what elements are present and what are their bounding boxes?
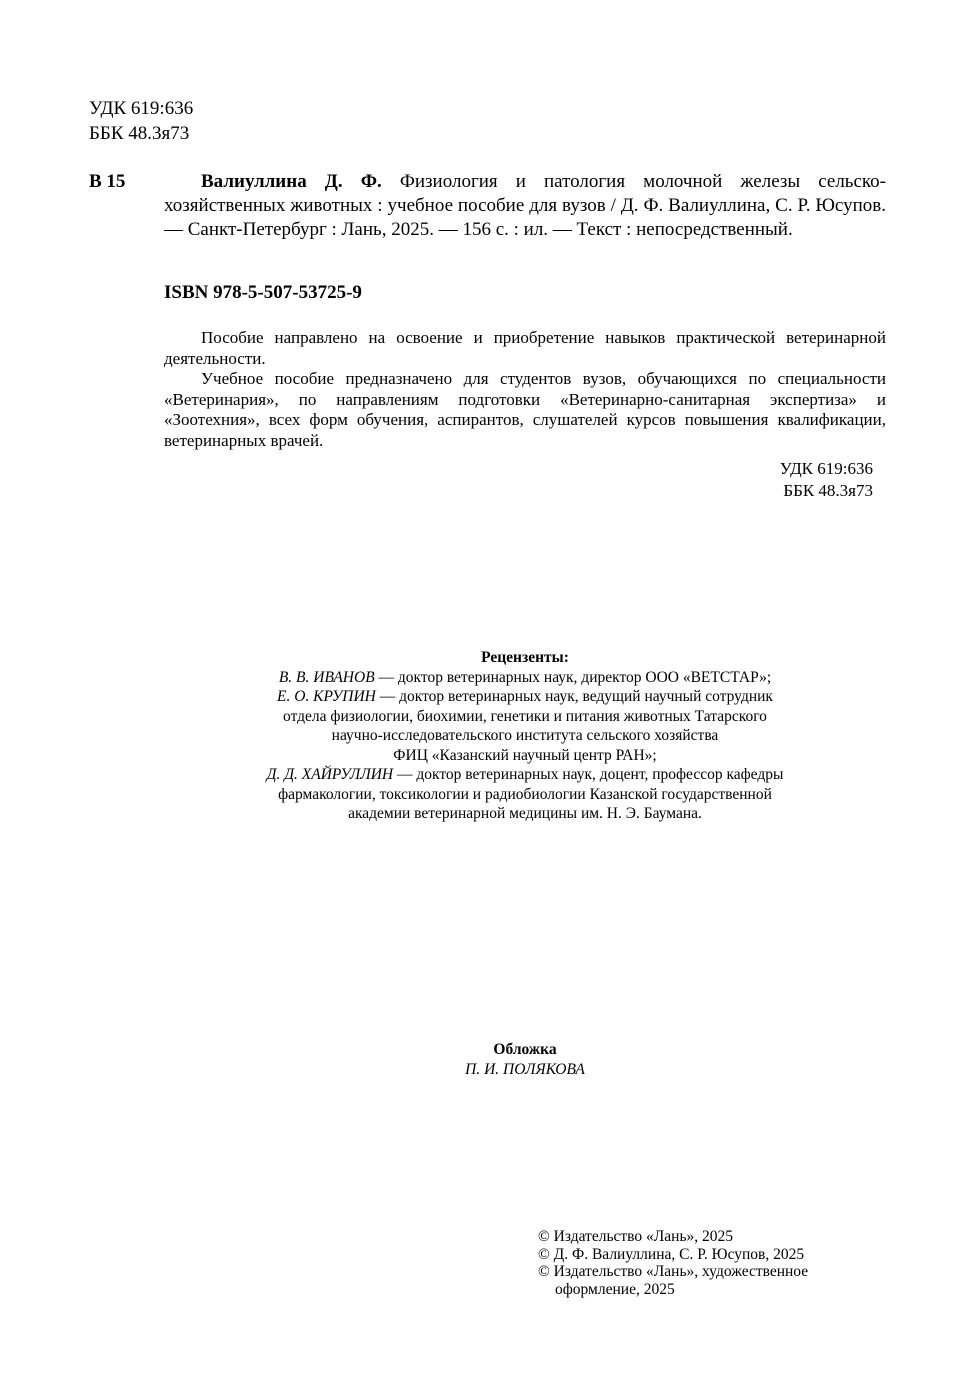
reviewer-line: ФИЦ «Казанский научный центр РАН»; <box>393 746 657 764</box>
udk-code: УДК 619:636 <box>779 459 873 478</box>
bbk-code: ББК 48.3я73 <box>783 481 873 500</box>
reviewer-name: Д. Д. ХАЙРУЛЛИН <box>266 766 394 783</box>
reviewer-line: отдела физиологии, биохимии, генетики и питания животных Татарского <box>283 707 767 725</box>
bbk-code: ББК 48.3я73 <box>89 123 190 144</box>
reviewer-line: научно-исследовательского института сельского хозяйства <box>331 727 719 744</box>
reviewer-line: В. В. ИВАНОВ — доктор ветеринарных наук, директор ООО «ВЕТСТАР»; <box>278 668 772 686</box>
bibliographic-record <box>89 170 886 242</box>
cover-designer: П. И. ПОЛЯКОВА <box>465 1060 585 1078</box>
classification-right <box>720 458 873 502</box>
reviewer-line: фармакологии, токсикологии и радиобиологии Казанской государственной <box>278 785 772 803</box>
annotation <box>164 328 886 451</box>
cover-heading: Обложка <box>493 1041 557 1058</box>
classification-top <box>89 96 193 146</box>
reviewer-line: Д. Д. ХАЙРУЛЛИН — доктор ветеринарных наук, доцент, профессор кафедры <box>266 766 784 783</box>
annotation-paragraph: Пособие направлено на освоение и приобретение навыков практической ветеринарной деятельности. <box>164 328 886 368</box>
reviewer-line: Е. О. КРУПИН — доктор ветеринарных наук, ведущий научный сотрудник <box>277 688 773 705</box>
reviewers-block <box>150 648 900 824</box>
reviewer-name: В. В. ИВАНОВ <box>278 668 375 686</box>
isbn: ISBN 978-5-507-53725-9 <box>164 282 362 303</box>
bibliographic-description <box>164 170 886 242</box>
copyright-line: оформление, 2025 <box>555 1280 675 1298</box>
copyright-block <box>538 1228 858 1298</box>
description-text: Физиология и патология молочной железы сельско-хозяйственных животных : учебное пособие для вузов / Д. Ф. Валиуллина, С. Р. Юсупов. — Санкт-Петербург : Лань, 2025. — 156 с. : ил. — Текст : непосредственный. <box>164 171 887 240</box>
reviewers-heading: Рецензенты: <box>481 649 569 666</box>
reviewer-line: академии ветеринарной медицины им. Н. Э. Баумана. <box>348 805 702 822</box>
copyright-line: © Д. Ф. Валиуллина, С. Р. Юсупов, 2025 <box>538 1245 805 1263</box>
cover-credit <box>400 1040 650 1079</box>
author-mark: В 15 <box>89 171 126 192</box>
copyright-line: © Издательство «Лань», художественное <box>538 1263 809 1280</box>
copyright-line: © Издательство «Лань», 2025 <box>538 1228 734 1245</box>
annotation-paragraph: Учебное пособие предназначено для студентов вузов, обучающихся по специальности «Ветеринария», по направлениям подготовки «Ветеринарно-санитарная экспертиза» и «Зоотехния», всех форм обучения, аспирантов, слушателей курсов повышения квалификации, ветеринарных врачей. <box>164 369 886 450</box>
reviewer-name: Е. О. КРУПИН <box>277 688 376 705</box>
udk-code: УДК 619:636 <box>89 98 194 119</box>
author-name: Валиуллина Д. Ф. <box>201 171 382 192</box>
